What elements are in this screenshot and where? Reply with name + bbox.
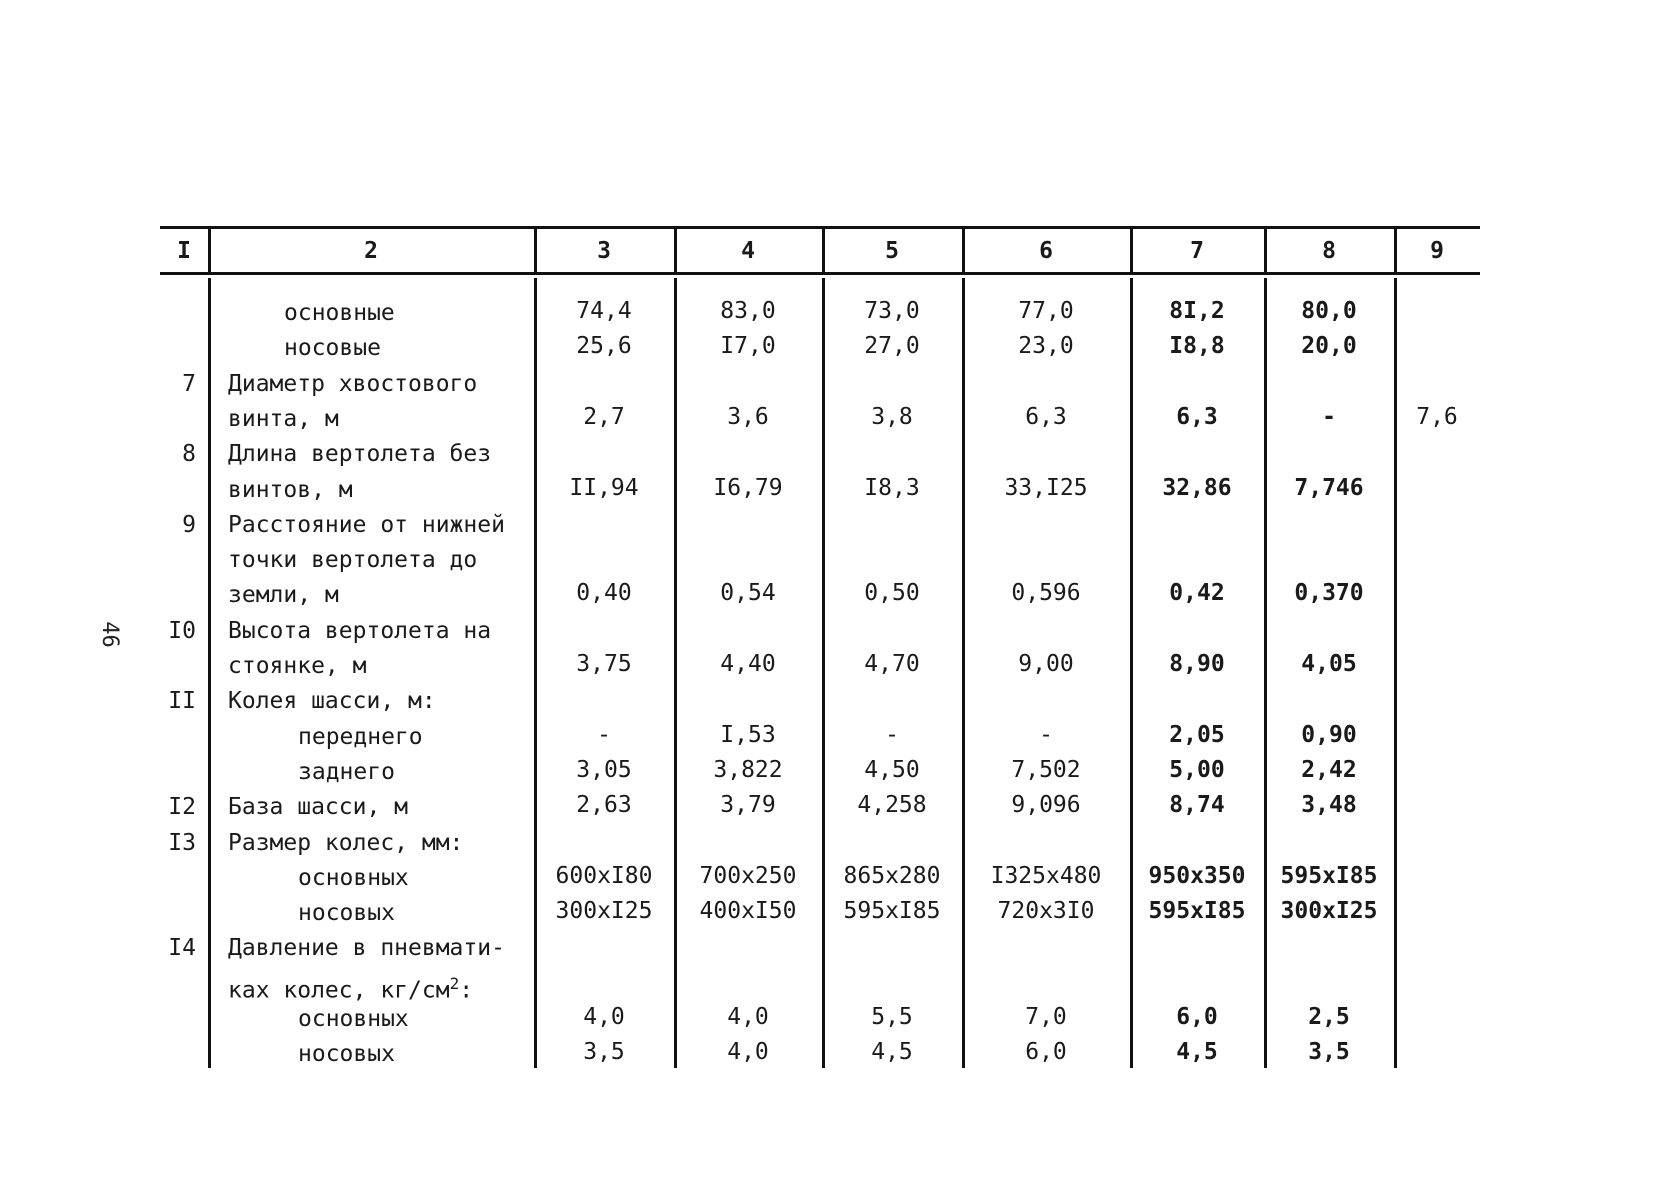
value-cell: 3,5 [583, 1039, 625, 1066]
row-label: заднего [298, 758, 395, 785]
column-header: 2 [364, 238, 378, 264]
value-cell: 4,40 [720, 651, 776, 677]
column-header: 8 [1322, 238, 1336, 264]
value-cell: 2,05 [1169, 721, 1225, 748]
table-top-rule [160, 226, 1480, 229]
value-cell: 400xI50 [699, 898, 797, 925]
value-cell: - [1039, 721, 1053, 748]
value-cell: 7,746 [1294, 474, 1364, 501]
row-number: 9 [182, 511, 196, 538]
column-header: 6 [1039, 238, 1053, 264]
row-label: земли, м [228, 582, 339, 609]
value-cell: 4,0 [583, 1004, 625, 1030]
column-rule [1264, 278, 1267, 1068]
value-cell: 0,50 [864, 580, 920, 607]
column-rule [208, 278, 211, 1068]
value-cell: 6,0 [1025, 1039, 1067, 1066]
header-column-rule [1264, 226, 1267, 272]
value-cell: 4,5 [871, 1039, 913, 1066]
value-cell: 23,0 [1018, 333, 1074, 360]
label-suffix: : [459, 977, 474, 1004]
value-cell: 2,5 [1308, 1004, 1350, 1030]
value-cell: 6,3 [1176, 403, 1218, 430]
row-label: Диаметр хвостового [228, 370, 478, 397]
value-cell: 595xI85 [1148, 898, 1246, 925]
value-cell: 0,596 [1011, 580, 1081, 607]
row-label: Давление в пневмати- [228, 935, 505, 962]
row-label: стоянке, м [228, 653, 367, 679]
header-column-rule [534, 226, 537, 272]
value-cell: 7,6 [1416, 403, 1458, 430]
value-cell: 8I,2 [1169, 298, 1225, 324]
header-column-rule [822, 226, 825, 272]
header-column-rule [962, 226, 965, 272]
value-cell: II,94 [569, 474, 639, 501]
value-cell: 8,74 [1169, 792, 1225, 819]
value-cell: 3,822 [713, 756, 783, 783]
row-number: II [168, 688, 196, 715]
value-cell: 33,I25 [1004, 474, 1088, 501]
row-number: I3 [168, 829, 196, 856]
row-label: Длина вертолета без [228, 441, 492, 468]
value-cell: I8,3 [864, 474, 920, 501]
column-rule [1130, 278, 1133, 1068]
value-cell: 865x280 [843, 862, 941, 889]
column-rule [1394, 278, 1397, 1068]
value-cell: 9,00 [1018, 651, 1074, 677]
column-header: I [177, 238, 191, 264]
value-cell: 20,0 [1301, 333, 1357, 360]
value-cell: 4,0 [727, 1039, 769, 1066]
value-cell: 4,0 [727, 1004, 769, 1030]
row-label: основных [298, 864, 409, 891]
table-header-rule [160, 272, 1480, 275]
header-column-rule [208, 226, 211, 272]
row-label: ках колес, $кг/см^2$: [228, 973, 474, 1004]
row-label: носовых [298, 1041, 395, 1068]
value-cell: 300xI25 [1280, 898, 1378, 925]
value-cell: 4,5 [1176, 1039, 1218, 1066]
column-header: 5 [885, 238, 899, 264]
row-label: точки вертолета до [228, 547, 478, 574]
value-cell: 3,79 [720, 792, 776, 819]
page-number: 46 [96, 621, 122, 648]
row-label: винтов, м [228, 476, 353, 503]
row-label: Расстояние от нижней [228, 511, 505, 538]
value-cell: I8,8 [1169, 333, 1225, 360]
column-header: 4 [741, 238, 755, 264]
value-cell: 7,502 [1011, 756, 1081, 783]
label-superscript: 2 [449, 973, 460, 993]
value-cell: 6,3 [1025, 403, 1067, 430]
value-cell: 5,00 [1169, 756, 1225, 783]
value-cell: 595xI85 [1280, 862, 1378, 889]
value-cell: 5,5 [871, 1004, 913, 1030]
row-label: Высота вертолета на [228, 617, 492, 644]
value-cell: 7,0 [1025, 1004, 1067, 1030]
column-rule [674, 278, 677, 1068]
value-cell: 80,0 [1301, 298, 1357, 324]
column-header: 7 [1190, 238, 1204, 264]
value-cell: 600xI80 [555, 862, 653, 889]
value-cell: 4,05 [1301, 651, 1357, 677]
value-cell: 3,5 [1308, 1039, 1350, 1066]
value-cell: 2,7 [583, 403, 625, 430]
value-cell: 6,0 [1176, 1004, 1218, 1030]
row-label: винта, м [228, 405, 339, 432]
value-cell: 0,370 [1294, 580, 1364, 607]
value-cell: I7,0 [720, 333, 776, 360]
value-cell: 0,40 [576, 580, 632, 607]
value-cell: 720x3I0 [997, 898, 1095, 925]
column-rule [822, 278, 825, 1068]
value-cell: - [885, 721, 899, 748]
value-cell: I6,79 [713, 474, 783, 501]
row-label: основные [284, 300, 395, 326]
column-header: 9 [1430, 238, 1444, 264]
row-number: 8 [182, 441, 196, 468]
value-cell: 27,0 [864, 333, 920, 360]
value-cell: 3,48 [1301, 792, 1357, 819]
header-column-rule [1130, 226, 1133, 272]
row-label: База шасси, м [228, 794, 409, 821]
header-column-rule [674, 226, 677, 272]
value-cell: 950x350 [1148, 862, 1246, 889]
value-cell: 2,42 [1301, 756, 1357, 783]
row-label: основных [298, 1006, 409, 1032]
column-rule [962, 278, 965, 1068]
value-cell: 3,8 [871, 403, 913, 430]
value-cell: - [1322, 403, 1336, 430]
row-number: I2 [168, 794, 196, 821]
value-cell: 0,42 [1169, 580, 1225, 607]
value-cell: 25,6 [576, 333, 632, 360]
row-label: носовых [298, 900, 395, 927]
row-label: Колея шасси, м: [228, 688, 436, 715]
value-cell: 83,0 [720, 298, 776, 324]
value-cell: I325x480 [990, 862, 1102, 889]
value-cell: 9,096 [1011, 792, 1081, 819]
value-cell: - [597, 721, 611, 748]
value-cell: 4,258 [857, 792, 927, 819]
row-number: 7 [182, 370, 196, 397]
row-label: носовые [284, 335, 381, 362]
value-cell: 8,90 [1169, 651, 1225, 677]
row-label: Размер колес, мм: [228, 829, 464, 856]
column-rule [534, 278, 537, 1068]
row-number: I4 [168, 935, 196, 962]
value-cell: 74,4 [576, 298, 632, 324]
value-cell: 3,6 [727, 403, 769, 430]
value-cell: 300xI25 [555, 898, 653, 925]
value-cell: 3,75 [576, 651, 632, 677]
header-column-rule [1394, 226, 1397, 272]
value-cell: 73,0 [864, 298, 920, 324]
value-cell: 700x250 [699, 862, 797, 889]
value-cell: 77,0 [1018, 298, 1074, 324]
value-cell: 595xI85 [843, 898, 941, 925]
column-header: 3 [597, 238, 611, 264]
value-cell: 2,63 [576, 792, 632, 819]
value-cell: 4,70 [864, 651, 920, 677]
row-number: I0 [168, 617, 196, 644]
value-cell: 32,86 [1162, 474, 1232, 501]
row-label: переднего [298, 723, 423, 750]
value-cell: 0,90 [1301, 721, 1357, 748]
value-cell: 0,54 [720, 580, 776, 607]
value-cell: 3,05 [576, 756, 632, 783]
value-cell: I,53 [720, 721, 776, 748]
value-cell: 4,50 [864, 756, 920, 783]
